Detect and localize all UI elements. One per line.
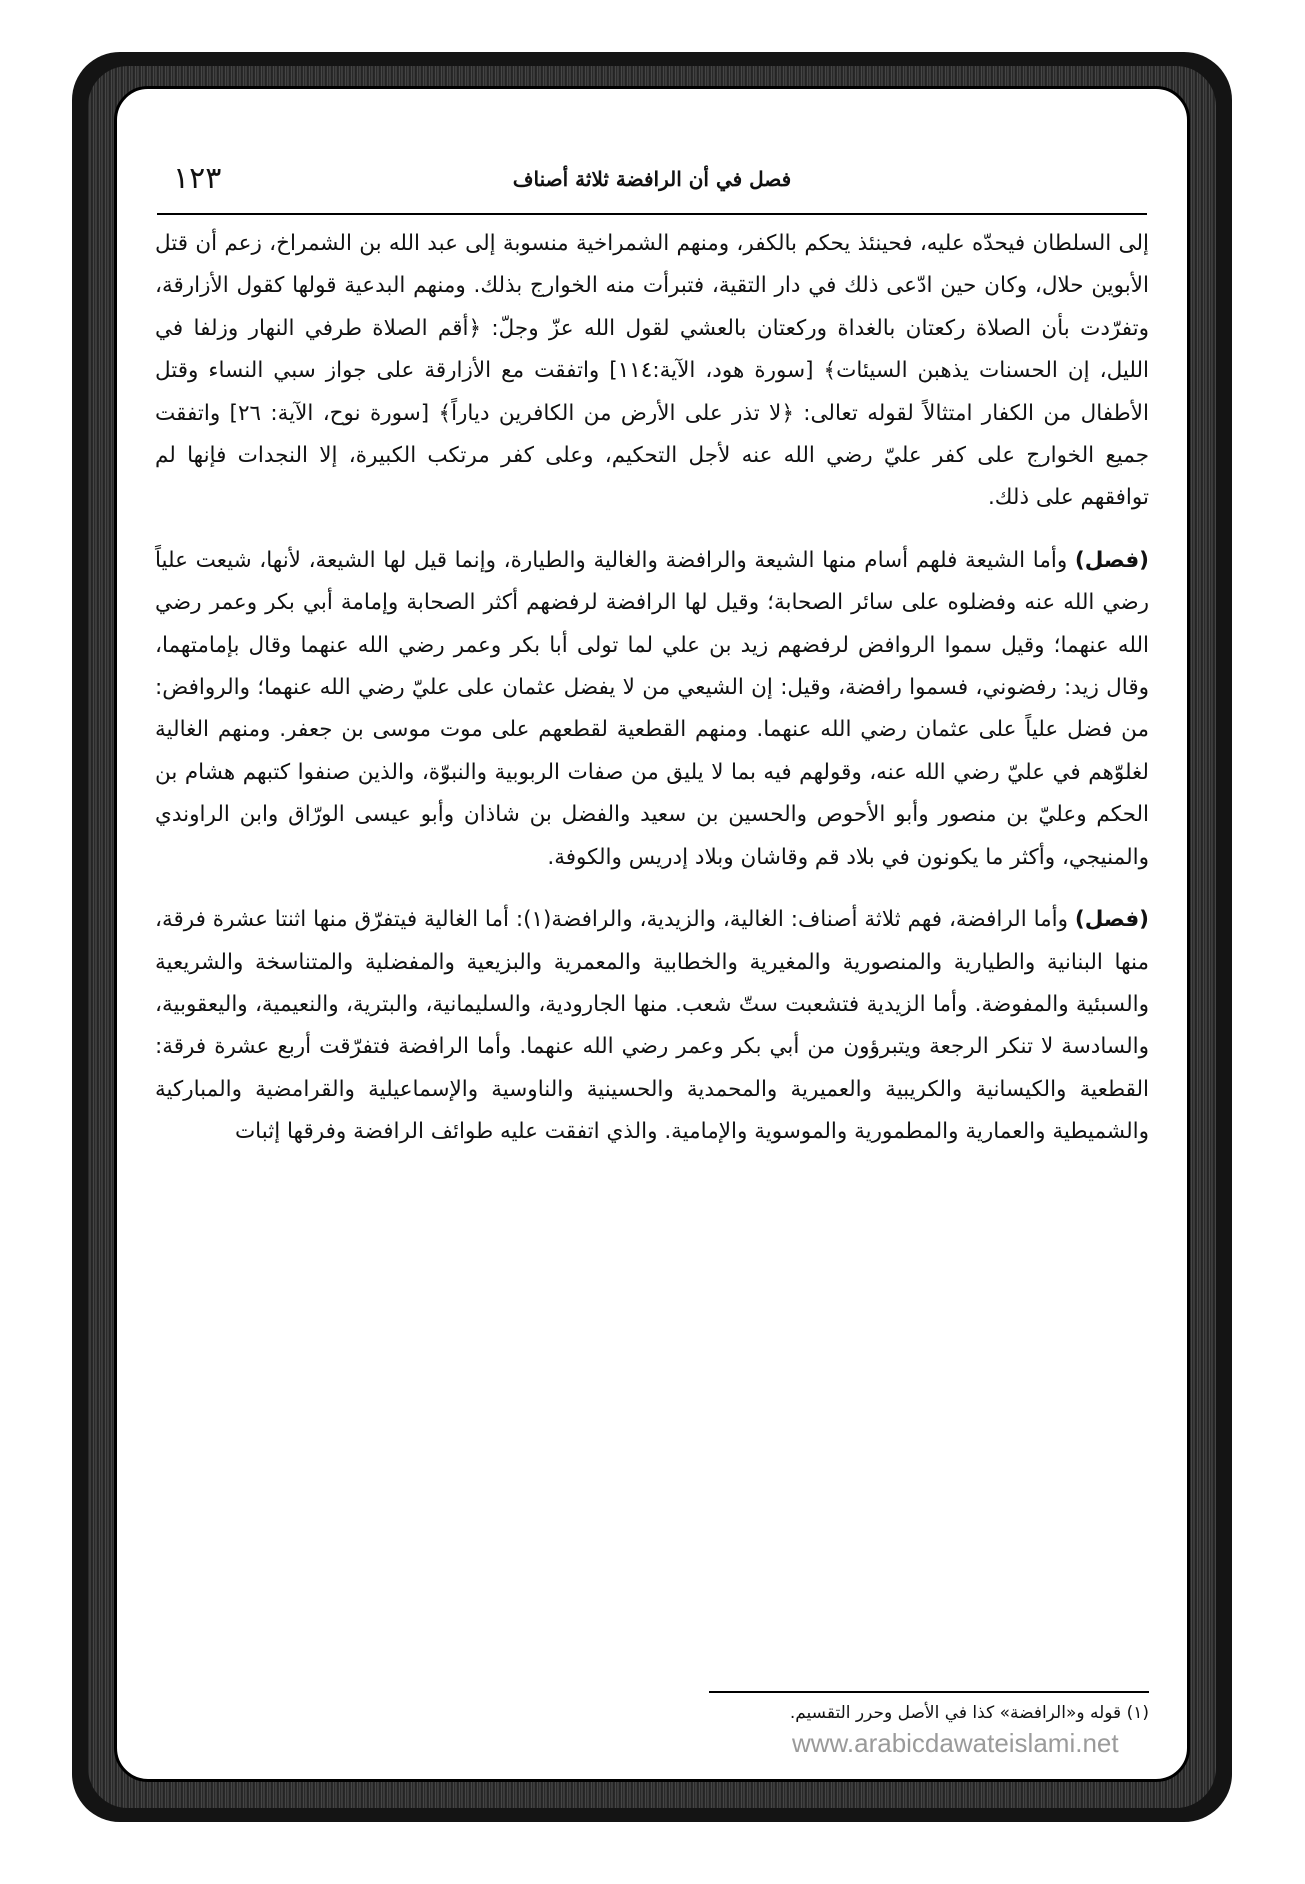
footnote: (١) قوله و«الرافضة» كذا في الأصل وحرر التقسيم.	[789, 1703, 1149, 1723]
section-marker: (فصل)	[1074, 907, 1149, 933]
paragraph-text: وأما الرافضة، فهم ثلاثة أصناف: الغالية، والزيدية، والرافضة(١): أما الغالية فيتفرّق منها اثنتا عشرة فرقة، منها البنانية والطيارية والمنصورية والمغيرية والخطابية والمعمرية والبزيعية والمفضلية والمتناسخة والشريعية والسبئية والمفوضة. وأما الزيدية فتشعبت ستّ شعب. منها الجارودية، والسليمانية، والبترية، والنعيمية، واليعقوبية، والسادسة لا تنكر الرجعة ويتبرؤون من أبي بكر وعمر رضي الله عنهما. وأما الرافضة فتفرّقت أربع عشرة فرقة: القطعية والكيسانية والكريبية والعميرية والمحمدية والحسينية والناوسية والإسماعيلية والقرامضية والمباركية والشميطية والعمارية والمطمورية والموسوية والإمامية. والذي اتفقت عليه طوائف الرافضة وفرقها إثبات	[155, 907, 1149, 1145]
footnote-rule	[709, 1691, 1149, 1693]
paragraph-3	[155, 899, 1149, 1153]
book-page	[114, 86, 1190, 1782]
page-body	[155, 223, 1149, 1154]
page-number: ١٢٣	[173, 161, 222, 196]
page-header	[157, 159, 1147, 219]
watermark: www.arabicdawateislami.net	[792, 1728, 1119, 1758]
header-rule	[157, 213, 1147, 215]
paragraph-2	[155, 540, 1149, 879]
page-title: فصل في أن الرافضة ثلاثة أصناف	[512, 167, 792, 191]
paragraph-text: وأما الشيعة فلهم أسام منها الشيعة والرافضة والغالية والطيارة، وإنما قيل لها الشيعة، لأنها، شيعت علياً رضي الله عنه وفضلوه على سائر الصحابة؛ وقيل لها الرافضة لرفضهم أكثر الصحابة وإمامة أبي بكر وعمر رضي الله عنهما؛ وقيل سموا الروافض لرفضهم زيد بن علي لما تولى أبا بكر وعمر رضي الله عنهما وقال بإمامتهما، وقال زيد: رفضوني، فسموا رافضة، وقيل: إن الشيعي من لا يفضل عثمان على عليّ رضي الله عنهما؛ والروافض: من فضل علياً على عثمان رضي الله عنهما. ومنهم القطعية لقطعهم على موت موسى بن جعفر. ومنهم الغالية لغلوّهم في عليّ رضي الله عنه، وقولهم فيه بما لا يليق من صفات الربوبية والنبوّة، والذين صنفوا كتبهم هشام بن الحكم وعليّ بن منصور وأبو الأحوص والحسين بن سعيد والفضل بن شاذان وأبو عيسى الورّاق وابن الراوندي والمنيجي، وأكثر ما يكونون في بلاد قم وقاشان وبلاد إدريس والكوفة.	[155, 547, 1149, 870]
paragraph-1	[155, 223, 1149, 520]
paragraph-text: إلى السلطان فيحدّه عليه، فحينئذ يحكم بالكفر، ومنهم الشمراخية منسوبة إلى عبد الله بن الشمراخ، زعم أن قتل الأبوين حلال، وكان حين ادّعى ذلك في دار التقية، فتبرأت منه الخوارج بذلك. ومنهم البدعية قولها كقول الأزارقة، وتفرّدت بأن الصلاة ركعتان بالغداة وركعتان بالعشي لقول الله عزّ وجلّ: ﴿أقم الصلاة طرفي النهار وزلفا في الليل، إن الحسنات يذهبن السيئات﴾ [سورة هود، الآية:١١٤] واتفقت مع الأزارقة على جواز سبي النساء وقتل الأطفال من الكفار امتثالاً لقوله تعالى: ﴿لا تذر على الأرض من الكافرين دياراً﴾ [سورة نوح، الآية: ٢٦] واتفقت جميع الخوارج على كفر عليّ رضي الله عنه لأجل التحكيم، وعلى كفر مرتكب الكبيرة، إلا النجدات فإنها لم توافقهم على ذلك.	[155, 231, 1150, 511]
section-marker: (فصل)	[1074, 547, 1149, 573]
